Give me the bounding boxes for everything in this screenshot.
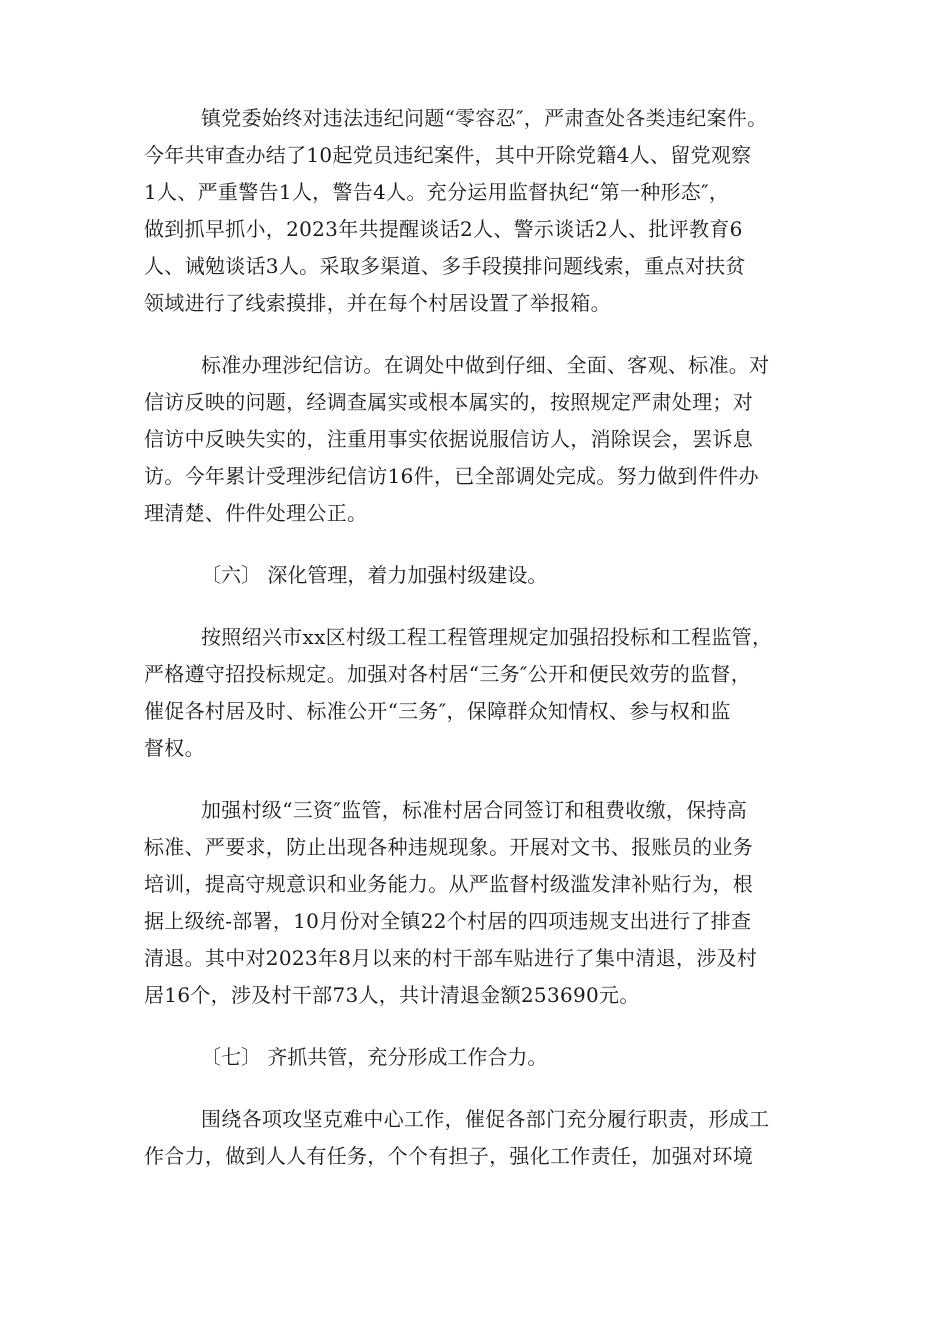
text-line: 作合力，做到人人有任务，个个有担子，强化工作责任，加强对环境 bbox=[144, 1144, 753, 1168]
text-line: 领域进行了线索摸排，并在每个村居设置了举报箱。 bbox=[144, 291, 611, 315]
text-line: 做到抓早抓小，2023年共提醒谈话2人、警示谈话2人、批评教育6 bbox=[144, 217, 743, 241]
text-line: 培训，提高守规意识和业务能力。从严监督村级滥发津补贴行为，根 bbox=[144, 872, 753, 896]
text-line: 镇党委始终对违法违纪问题“零容忍″，严肃查处各类违纪案件。 bbox=[201, 106, 768, 130]
text-line: 加强村级“三资″监管，标准村居合同签订和租费收缴，保持高 bbox=[201, 798, 748, 822]
text-line: 标准、严要求，防止出现各种违规现象。开展对文书、报账员的业务 bbox=[144, 835, 753, 859]
paragraph-project-management bbox=[144, 619, 809, 767]
paragraph-discipline-cases bbox=[144, 100, 809, 322]
paragraph-three-assets bbox=[144, 792, 809, 1014]
text-line: 今年共审查办结了10起党员违纪案件，其中开除党籍4人、留党观察 bbox=[144, 143, 752, 167]
text-line: 严格遵守招投标规定。加强对各村居“三务″公开和便民效劳的监督， bbox=[144, 662, 751, 686]
text-line: 清退。其中对2023年8月以来的村干部车贴进行了集中清退，涉及村 bbox=[144, 946, 758, 970]
text-line: 访。今年累计受理涉纪信访16件，已全部调处完成。努力做到件件办 bbox=[144, 464, 759, 488]
text-line: 人、诫勉谈话3人。采取多渠道、多手段摸排问题线索，重点对扶贫 bbox=[144, 254, 746, 278]
text-line: 信访反映的问题，经调查属实或根本属实的，按照规定严肃处理；对 bbox=[144, 390, 753, 414]
text-line: 督权。 bbox=[144, 736, 205, 760]
paragraph-petitions bbox=[144, 347, 809, 532]
text-line: 1人、严重警告1人，警告4人。充分运用监督执纪“第一种形态″， bbox=[144, 180, 730, 204]
paragraph-joint-management bbox=[144, 1101, 809, 1175]
text-line: 居16个，涉及村干部73人，共计清退金额253690元。 bbox=[144, 983, 640, 1007]
section-heading-seven: 〔七〕 齐抓共管，充分形成工作合力。 bbox=[201, 1045, 548, 1069]
text-line: 围绕各项攻坚克难中心工作，催促各部门充分履行职责，形成工 bbox=[201, 1107, 770, 1131]
text-line: 据上级统-部署，10月份对全镇22个村居的四项违规支出进行了排查 bbox=[144, 909, 752, 933]
text-line: 信访中反映失实的，注重用事实依据说服信访人，消除误会，罢诉息 bbox=[144, 427, 753, 451]
text-line: 催促各村居及时、标准公开“三务″，保障群众知情权、参与权和监 bbox=[144, 699, 731, 723]
text-line: 按照绍兴市xx区村级工程工程管理规定加强招投标和工程监管， bbox=[201, 625, 773, 649]
text-line: 理清楚、件件处理公正。 bbox=[144, 501, 368, 525]
section-heading-six: 〔六〕 深化管理，着力加强村级建设。 bbox=[201, 563, 548, 587]
text-line: 标准办理涉纪信访。在调处中做到仔细、全面、客观、标准。对 bbox=[201, 353, 770, 377]
document-page bbox=[144, 100, 809, 1200]
